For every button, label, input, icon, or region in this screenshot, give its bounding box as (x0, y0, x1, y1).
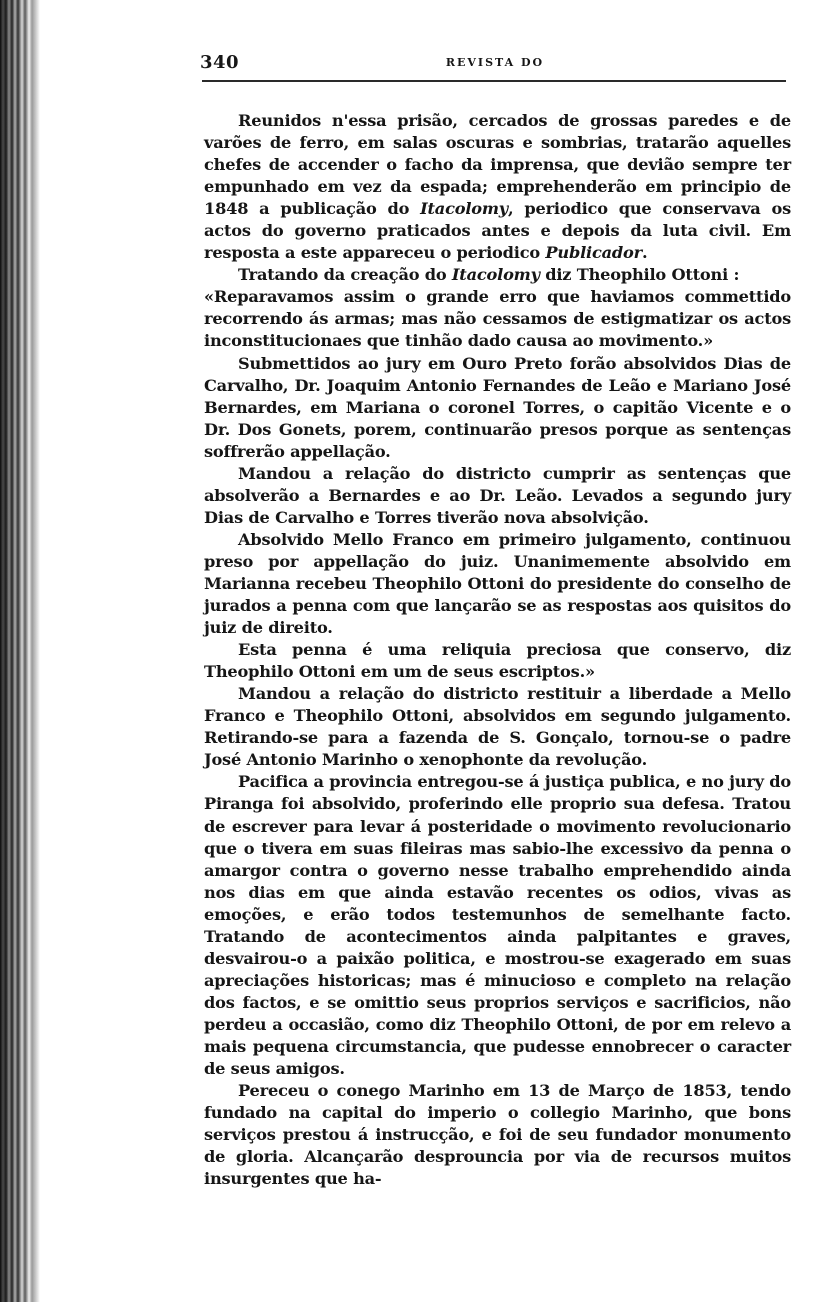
page-number: 340 (200, 52, 240, 73)
italic-title: Itacolomy (451, 265, 540, 285)
paragraph: Pereceu o conego Marinho em 13 de Março de 1853, tendo fundado na capital do imperio o collegio Marinho, que bons serviços prestou á instrucção, e foi de seu fundador monumento de gloria. Alcançarão desprouncia por via de recursos muitos insurgentes que ha- (204, 1081, 791, 1189)
paragraph: Tratando da creação do Itacolomy diz Theophilo Ottoni : (238, 265, 740, 285)
italic-title: Itacolomy (420, 199, 509, 219)
book-binding-gutter (0, 0, 40, 1302)
running-title: REVISTA DO (445, 56, 545, 69)
paragraph: Submettidos ao jury em Ouro Preto forão absolvidos Dias de Carvalho, Dr. Joaquim Antonio Fernandes de Leão e Mariano José Bernardes, em Mariana o coronel Torres, o capitão Vicente e o Dr. Dos Gonets, porem, continuarão presos porque as sentenças soffrerão appellação. (204, 353, 791, 461)
paragraph: Reunidos n'essa prisão, cercados de grossas paredes e de varões de ferro, em salas oscuras e sombrias, tratarão aquelles chefes de accender o facho da imprensa, que devião sempre ter empunhado em vez da espada; emprehenderão em principio de 1848 a publicação do Itacolomy, periodico que conservava os actos do governo praticados antes e depois da luta civil. Em resposta a este appareceu o periodico Publicador. (204, 111, 791, 263)
paragraph: Mandou a relação do districto restituir a liberdade a Mello Franco e Theophilo Ottoni, absolvidos em segundo julgamento. Retirando-se para a fazenda de S. Gonçalo, tornou-se o padre José Antonio Marinho o xenophonte da revolução. (204, 684, 791, 770)
italic-title: Publicador (545, 243, 642, 263)
page-header (200, 52, 790, 76)
paragraph: Pacifica a provincia entregou-se á justiça publica, e no jury do Piranga foi absolvido, proferindo elle proprio sua defesa. Tratou de escrever para levar á posteridade o movimento revolucionario que o tivera em suas fileiras mas sabio-lhe excessivo da penna o amargor contra o governo nesse trabalho emprehendido ainda nos dias em que ainda estavão recentes os odios, vivas as emoções, e erão todos testemunhos de semelhante facto. Tratando de acontecimentos ainda palpitantes e graves, desvairou-o a paixão politica, e mostrou-se exagerado em suas apreciações historicas; mas é minucioso e completo na relação dos factos, e se omittio seus proprios serviços e sacrificios, não perdeu a occasião, como diz Theophilo Ottoni, de por em relevo a mais pequena circumstancia, que pudesse ennobrecer o caracter de seus amigos. (204, 772, 792, 1079)
header-rule (202, 80, 786, 82)
body-text (204, 110, 791, 1190)
paragraph: Esta penna é uma reliquia preciosa que conservo, diz Theophilo Ottoni em um de seus escriptos.» (204, 640, 791, 682)
paragraph: Mandou a relação do districto cumprir as sentenças que absolverão a Bernardes e ao Dr. Leão. Levados a segundo jury Dias de Carvalho e Torres tiverão nova absolvição. (204, 463, 791, 527)
paragraph: «Reparavamos assim o grande erro que haviamos commettido recorrendo ás armas; mas não cessamos de estigmatizar os actos inconstitucionaes que tinhão dado causa ao movimento.» (204, 287, 791, 351)
paragraph: Absolvido Mello Franco em primeiro julgamento, continuou preso por appellação do juiz. Unanimemente absolvido em Marianna recebeu Theophilo Ottoni do presidente do conselho de jurados a penna com que lançarão se as respostas aos quisitos do juiz de direito. (204, 529, 791, 638)
